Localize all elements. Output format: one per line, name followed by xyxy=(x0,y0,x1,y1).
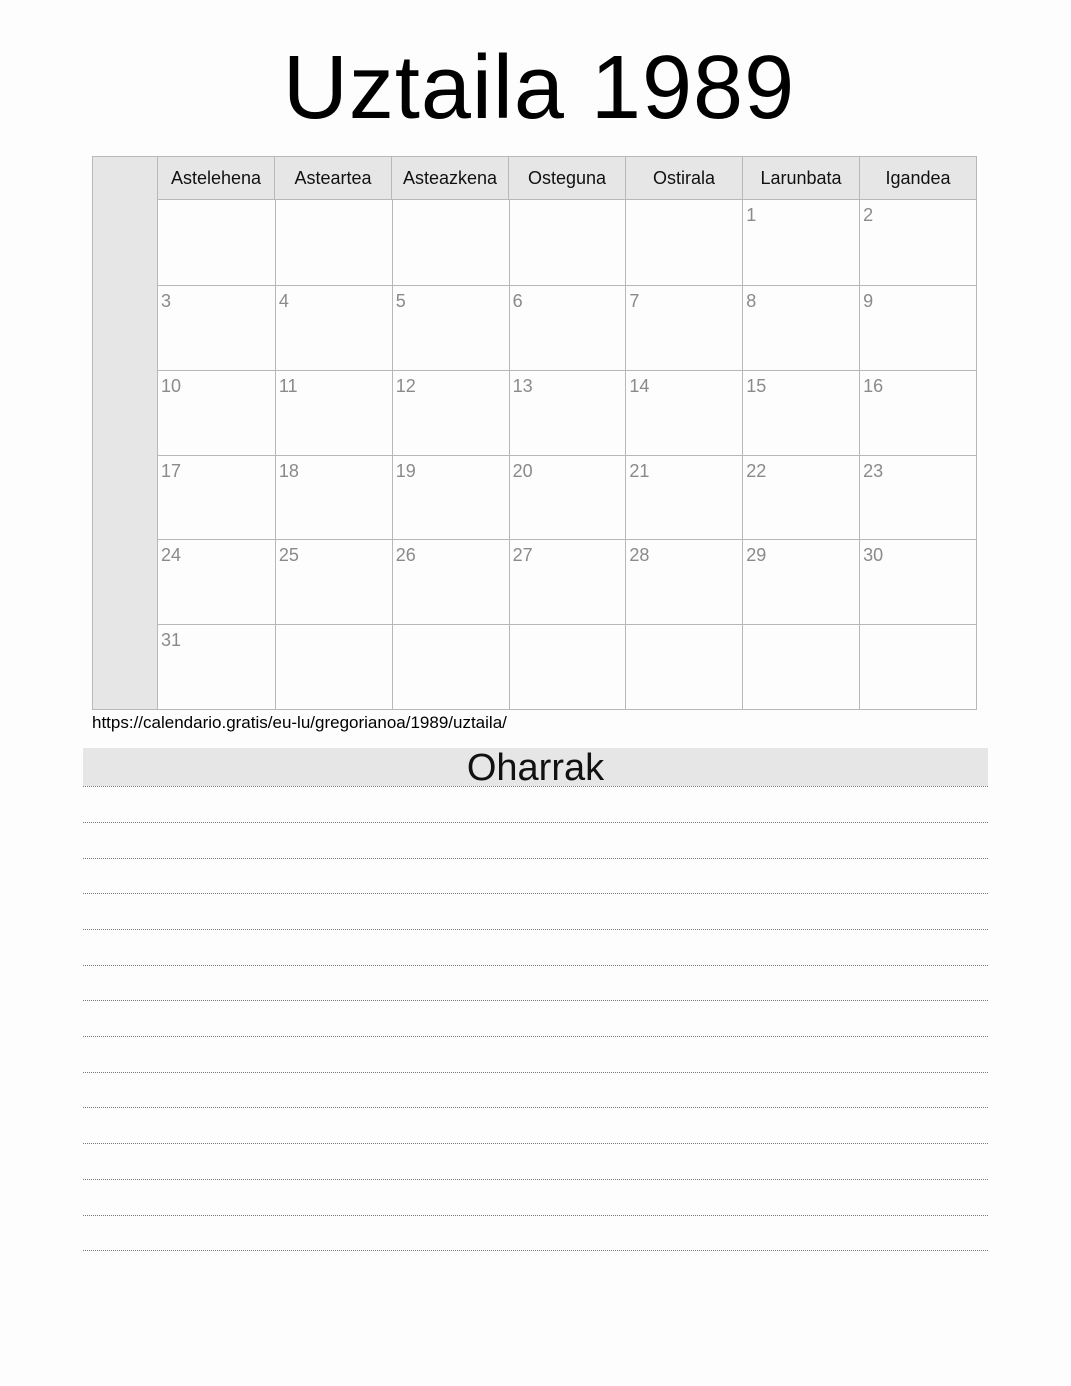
page-title: Uztaila 1989 xyxy=(282,38,796,138)
note-line xyxy=(83,1036,988,1037)
day-number: 7 xyxy=(629,290,640,311)
day-number: 28 xyxy=(629,545,650,566)
day-cell xyxy=(742,539,859,624)
day-number: 22 xyxy=(746,460,767,481)
day-number: 16 xyxy=(863,375,884,396)
note-line xyxy=(83,893,988,894)
day-cell xyxy=(275,285,392,370)
day-number: 20 xyxy=(512,460,533,481)
source-url: https://calendario.gratis/eu-lu/gregorianoa/1989/uztaila/ xyxy=(92,713,507,732)
day-cell xyxy=(859,624,976,709)
day-cell xyxy=(158,285,275,370)
day-cell xyxy=(625,624,742,709)
day-grid xyxy=(158,200,976,709)
note-line xyxy=(83,1179,988,1180)
day-cell xyxy=(509,200,626,285)
weekday-header: Igandea xyxy=(859,157,976,199)
day-number: 12 xyxy=(395,375,416,396)
weekday-header: Asteazkena xyxy=(391,157,508,199)
weekday-header: Astelehena xyxy=(170,167,262,188)
day-cell xyxy=(509,624,626,709)
day-number: 1 xyxy=(746,205,757,225)
day-cell xyxy=(742,370,859,455)
day-cell xyxy=(625,539,742,624)
day-cell xyxy=(392,200,509,285)
day-number: 2 xyxy=(863,205,874,225)
note-line xyxy=(83,1215,988,1216)
day-number: 26 xyxy=(395,545,416,566)
day-number: 31 xyxy=(161,630,182,651)
day-cell xyxy=(742,285,859,370)
day-cell xyxy=(509,370,626,455)
day-number: 4 xyxy=(278,290,289,311)
day-number: 6 xyxy=(512,290,523,311)
day-cell xyxy=(625,200,742,285)
day-number: 8 xyxy=(746,290,757,311)
day-cell xyxy=(158,539,275,624)
day-cell xyxy=(392,624,509,709)
day-number: 14 xyxy=(629,375,650,396)
day-number: 29 xyxy=(746,545,767,566)
day-number: 24 xyxy=(161,545,182,566)
note-line xyxy=(83,1107,988,1108)
note-line xyxy=(83,965,988,966)
weekday-header: Asteartea xyxy=(274,157,391,199)
note-line xyxy=(83,786,988,787)
note-line xyxy=(83,822,988,823)
day-number: 15 xyxy=(746,375,767,396)
day-cell xyxy=(392,285,509,370)
day-cell xyxy=(392,539,509,624)
day-number: 5 xyxy=(395,290,406,311)
day-number: 11 xyxy=(278,375,298,396)
day-cell xyxy=(742,624,859,709)
day-cell xyxy=(859,539,976,624)
day-cell xyxy=(742,455,859,540)
weekday-header: Larunbata xyxy=(742,157,859,199)
note-line xyxy=(83,1250,988,1251)
day-number: 19 xyxy=(395,460,416,481)
day-cell xyxy=(509,455,626,540)
day-cell xyxy=(859,200,976,285)
note-line xyxy=(83,1072,988,1073)
day-number: 25 xyxy=(278,545,299,566)
day-cell xyxy=(859,455,976,540)
day-number: 18 xyxy=(278,460,299,481)
day-cell xyxy=(742,200,859,285)
weekday-header: Ostirala xyxy=(625,157,742,199)
day-cell xyxy=(625,285,742,370)
day-cell xyxy=(158,455,275,540)
week-number-column xyxy=(93,157,158,709)
day-cell xyxy=(158,624,275,709)
day-number: 9 xyxy=(863,290,874,311)
day-number: 27 xyxy=(512,545,533,566)
day-number: 3 xyxy=(161,290,172,311)
day-cell xyxy=(392,370,509,455)
day-cell xyxy=(509,285,626,370)
day-cell xyxy=(625,370,742,455)
note-line xyxy=(83,858,988,859)
day-number: 17 xyxy=(161,460,182,481)
day-number: 13 xyxy=(512,375,533,396)
day-cell xyxy=(275,370,392,455)
month-calendar xyxy=(92,156,977,710)
note-line xyxy=(83,929,988,930)
day-number: 23 xyxy=(863,460,884,481)
day-cell xyxy=(275,455,392,540)
day-cell xyxy=(158,370,275,455)
day-cell xyxy=(275,624,392,709)
day-cell xyxy=(275,539,392,624)
day-cell xyxy=(392,455,509,540)
day-cell xyxy=(275,200,392,285)
day-number: 30 xyxy=(863,545,884,566)
day-cell xyxy=(625,455,742,540)
notes-title: Oharrak xyxy=(83,748,988,786)
note-line xyxy=(83,1000,988,1001)
day-cell xyxy=(859,285,976,370)
note-line xyxy=(83,1143,988,1144)
day-cell xyxy=(158,200,275,285)
day-cell xyxy=(859,370,976,455)
day-number: 21 xyxy=(629,460,650,481)
day-number: 10 xyxy=(161,375,182,396)
day-cell xyxy=(509,539,626,624)
weekday-header: Osteguna xyxy=(508,157,625,199)
weekday-header-row xyxy=(158,157,976,200)
